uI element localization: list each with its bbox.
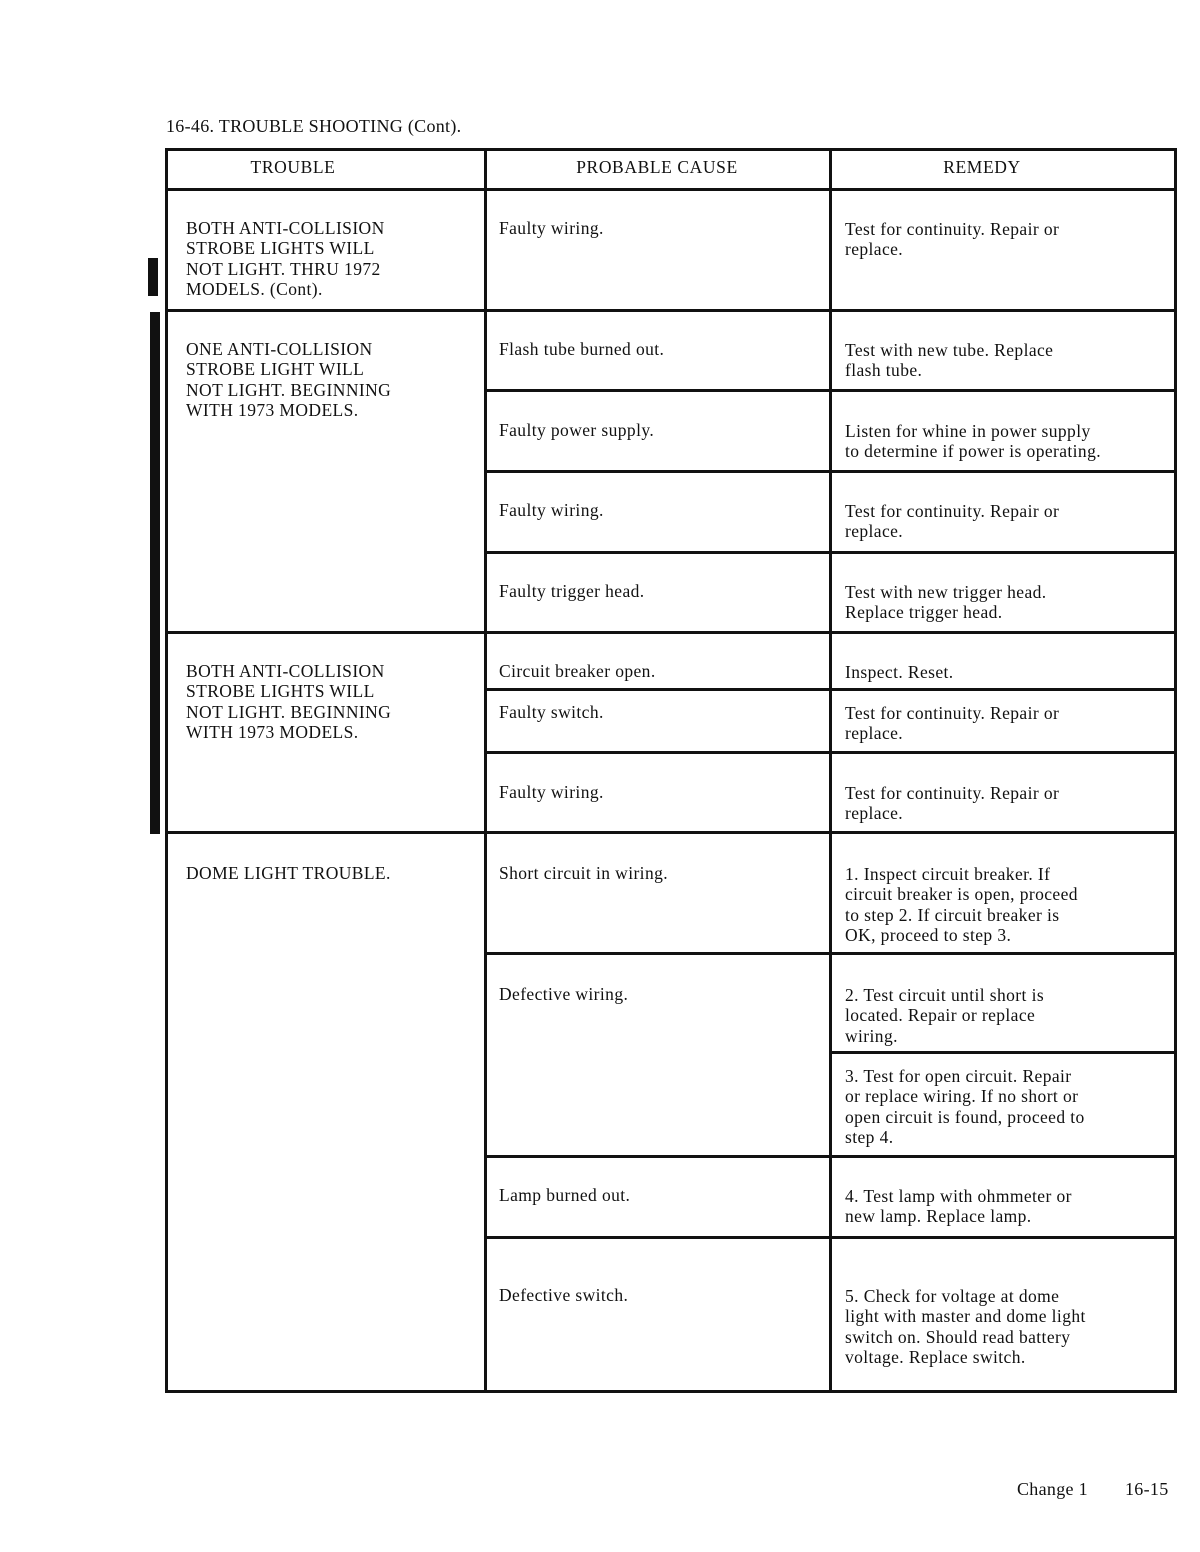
cause-cell: Circuit breaker open. [499, 661, 656, 681]
trouble-cell: ONE ANTI-COLLISION STROBE LIGHT WILL NOT LIGHT. BEGINNING WITH 1973 MODELS. [186, 339, 392, 420]
row-rule [484, 470, 1177, 473]
trouble-cell: BOTH ANTI-COLLISION STROBE LIGHTS WILL NOT LIGHT. BEGINNING WITH 1973 MODELS. [186, 661, 392, 742]
cause-cell: Lamp burned out. [499, 1185, 631, 1205]
remedy-cell: Test with new trigger head. Replace trigger head. [845, 582, 1047, 623]
table-border-top [165, 148, 1177, 151]
column-divider [829, 148, 832, 1393]
remedy-cell: 2. Test circuit until short is located. Repair or replace wiring. [845, 985, 1045, 1046]
remedy-cell: Test for continuity. Repair or replace. [845, 219, 1060, 260]
remedy-cell: Test with new tube. Replace flash tube. [845, 340, 1054, 381]
row-rule [484, 1236, 1177, 1239]
column-header-cause: PROBABLE CAUSE [576, 157, 738, 177]
cause-cell: Flash tube burned out. [499, 339, 665, 359]
cause-cell: Faulty switch. [499, 702, 604, 722]
row-rule [484, 551, 1177, 554]
row-rule [484, 751, 1177, 754]
remedy-cell: 5. Check for voltage at dome light with master and dome light switch on. Should read battery voltage. Replace switch. [845, 1286, 1086, 1367]
change-bar [148, 258, 158, 296]
remedy-cell: 4. Test lamp with ohmmeter or new lamp. Replace lamp. [845, 1186, 1072, 1227]
remedy-cell: Test for continuity. Repair or replace. [845, 783, 1060, 824]
trouble-cell: DOME LIGHT TROUBLE. [186, 863, 391, 883]
column-header-trouble: TROUBLE [250, 157, 336, 177]
table-border-bottom [165, 1390, 1177, 1393]
row-rule [484, 1155, 1177, 1158]
trouble-cell: BOTH ANTI-COLLISION STROBE LIGHTS WILL NOT LIGHT. THRU 1972 MODELS. (Cont). [186, 218, 385, 299]
cause-cell: Defective wiring. [499, 984, 629, 1004]
row-rule [484, 688, 1177, 691]
remedy-cell: Inspect. Reset. [845, 662, 954, 682]
cause-cell: Faulty wiring. [499, 500, 604, 520]
group-rule [165, 631, 1177, 634]
cause-cell: Defective switch. [499, 1285, 629, 1305]
remedy-cell: Test for continuity. Repair or replace. [845, 501, 1060, 542]
remedy-cell: Test for continuity. Repair or replace. [845, 703, 1060, 744]
change-bar [150, 312, 160, 834]
group-rule [165, 831, 1177, 834]
cause-cell: Faulty trigger head. [499, 581, 645, 601]
header-rule [165, 188, 1177, 191]
cause-cell: Faulty power supply. [499, 420, 655, 440]
cause-cell: Faulty wiring. [499, 782, 604, 802]
remedy-cell: 3. Test for open circuit. Repair or replace wiring. If no short or open circuit is found, proceed to step 4. [845, 1066, 1085, 1147]
cause-cell: Short circuit in wiring. [499, 863, 669, 883]
row-rule [484, 389, 1177, 392]
remedy-cell: Listen for whine in power supply to determine if power is operating. [845, 421, 1102, 462]
column-header-remedy: REMEDY [943, 157, 1021, 177]
cause-cell: Faulty wiring. [499, 218, 604, 238]
column-divider [484, 148, 487, 1393]
row-rule [829, 1051, 1177, 1054]
section-heading: 16-46. TROUBLE SHOOTING (Cont). [166, 116, 462, 136]
group-rule [165, 309, 1177, 312]
page-number: 16-15 [1125, 1479, 1169, 1499]
remedy-cell: 1. Inspect circuit breaker. If circuit breaker is open, proceed to step 2. If circuit breaker is OK, proceed to step 3. [845, 864, 1078, 945]
change-label: Change 1 [1017, 1479, 1088, 1499]
row-rule [484, 952, 1177, 955]
table-border-left [165, 148, 168, 1393]
